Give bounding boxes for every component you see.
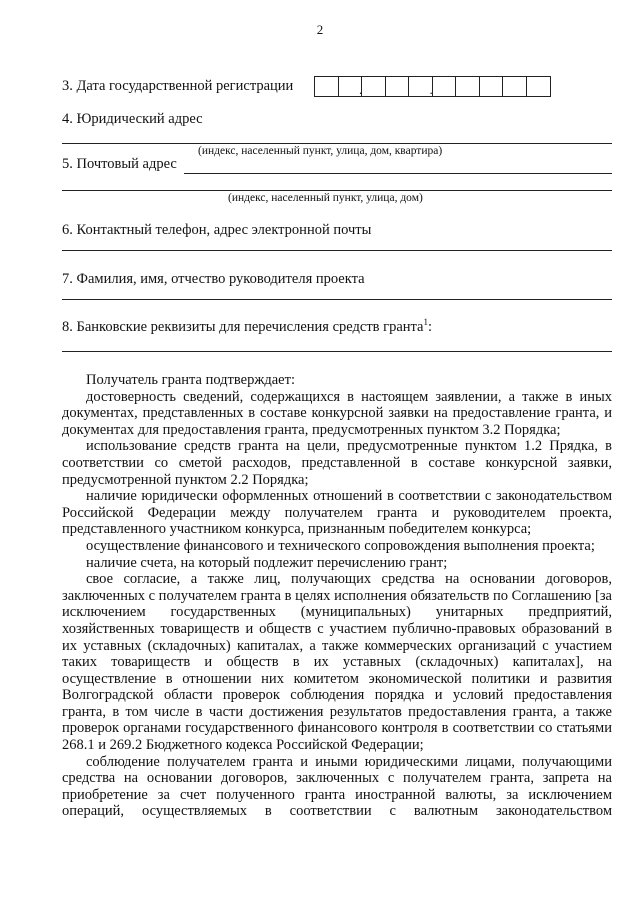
date-cell[interactable] bbox=[456, 77, 480, 96]
date-separator: . bbox=[429, 82, 433, 97]
bank-details-line[interactable] bbox=[62, 351, 612, 352]
confirmation-paragraph: соблюдение получателем гранта и иными юридическими лицами, получающими средства на основании договоров, заключенных с получателем гранта, запрета на приобретение за счет полученного гранта иностранной валюты, за исключением операций, осуществляемых в соответствии с валютным законодательством bbox=[62, 753, 612, 820]
confirmation-paragraph: наличие счета, на который подлежит перечислению грант; bbox=[86, 554, 448, 571]
confirmation-paragraph: достоверность сведений, содержащихся в настоящем заявлении, а также в иных документах, представленных в составе конкурсной заявки на предоставление гранта, и документах для предоставления гранта, предусмотренных пунктом 3.2 Порядка; bbox=[62, 388, 612, 438]
project-head-line[interactable] bbox=[62, 299, 612, 300]
legal-address-label: 4. Юридический адрес bbox=[62, 111, 203, 127]
postal-address-hint: (индекс, населенный пункт, улица, дом) bbox=[228, 192, 423, 204]
legal-address-line[interactable] bbox=[62, 143, 612, 144]
legal-address-hint: (индекс, населенный пункт, улица, дом, квартира) bbox=[198, 145, 443, 157]
date-cell[interactable] bbox=[429, 77, 457, 97]
footnote-marker: 1 bbox=[423, 317, 428, 328]
page-number: 2 bbox=[316, 22, 324, 37]
date-cell[interactable] bbox=[315, 77, 339, 96]
contacts-label: 6. Контактный телефон, адрес электронной почты bbox=[62, 222, 372, 238]
confirmation-paragraph: осуществление финансового и технического сопровождения выполнения проекта; bbox=[86, 537, 595, 554]
confirmation-paragraph: использование средств гранта на цели, предусмотренные пунктом 1.2 Прядка, в соответствии со сметой расходов, представленной в составе конкурсной заявки, предусмотренной пунктом 2.2 Порядка; bbox=[62, 438, 612, 488]
confirmation-section bbox=[62, 372, 612, 820]
project-head-label: 7. Фамилия, имя, отчество руководителя проекта bbox=[62, 271, 365, 287]
postal-address-line[interactable] bbox=[184, 173, 612, 174]
date-cell[interactable] bbox=[359, 77, 386, 97]
confirmation-paragraph: свое согласие, а также лиц, получающих средства на основании договоров, заключенных с получателем гранта в целях исполнения обязательств по Соглашению [за исключением государственных (муниципальных) унитарных предприятий, хозяйственных товариществ и обществ с участием публично-правовых образований в их уставных (складочных) капиталах, а также коммерческих организаций с участием таких товариществ и обществ в их уставных (складочных) капиталах], на осуществление в отношении них комитетом экономической политики и развития Волгоградской области проверок соблюдения порядка и условий предоставления гранта, в том числе в части достижения результатов предоставления гранта, а также проверок органами государственного финансового контроля в соответствии со статьями 268.1 и 269.2 Бюджетного кодекса Российской Федерации; bbox=[62, 571, 612, 754]
date-cell[interactable] bbox=[503, 77, 527, 96]
date-cell[interactable] bbox=[527, 77, 551, 96]
date-cell[interactable] bbox=[480, 77, 504, 96]
date-separator: . bbox=[359, 82, 363, 97]
postal-address-label: 5. Почтовый адрес bbox=[62, 156, 177, 172]
bank-details-text: 8. Банковские реквизиты для перечисления средств гранта bbox=[62, 319, 424, 335]
bank-details-label bbox=[62, 319, 432, 336]
confirmation-paragraph: наличие юридически оформленных отношений в соответствии с законодательством Российской Федерации между получателем гранта и руководителем проекта, представленного участником конкурса, признанным победителем конкурса; bbox=[62, 488, 612, 538]
postal-address-line-2[interactable] bbox=[62, 190, 612, 191]
registration-date-label: 3. Дата государственной регистрации bbox=[62, 78, 294, 94]
contacts-line[interactable] bbox=[62, 250, 612, 251]
registration-date-grid[interactable] bbox=[314, 76, 551, 97]
bank-details-colon: : bbox=[427, 319, 432, 335]
confirmation-intro: Получатель гранта подтверждает: bbox=[86, 372, 295, 388]
date-cell[interactable] bbox=[386, 77, 410, 96]
